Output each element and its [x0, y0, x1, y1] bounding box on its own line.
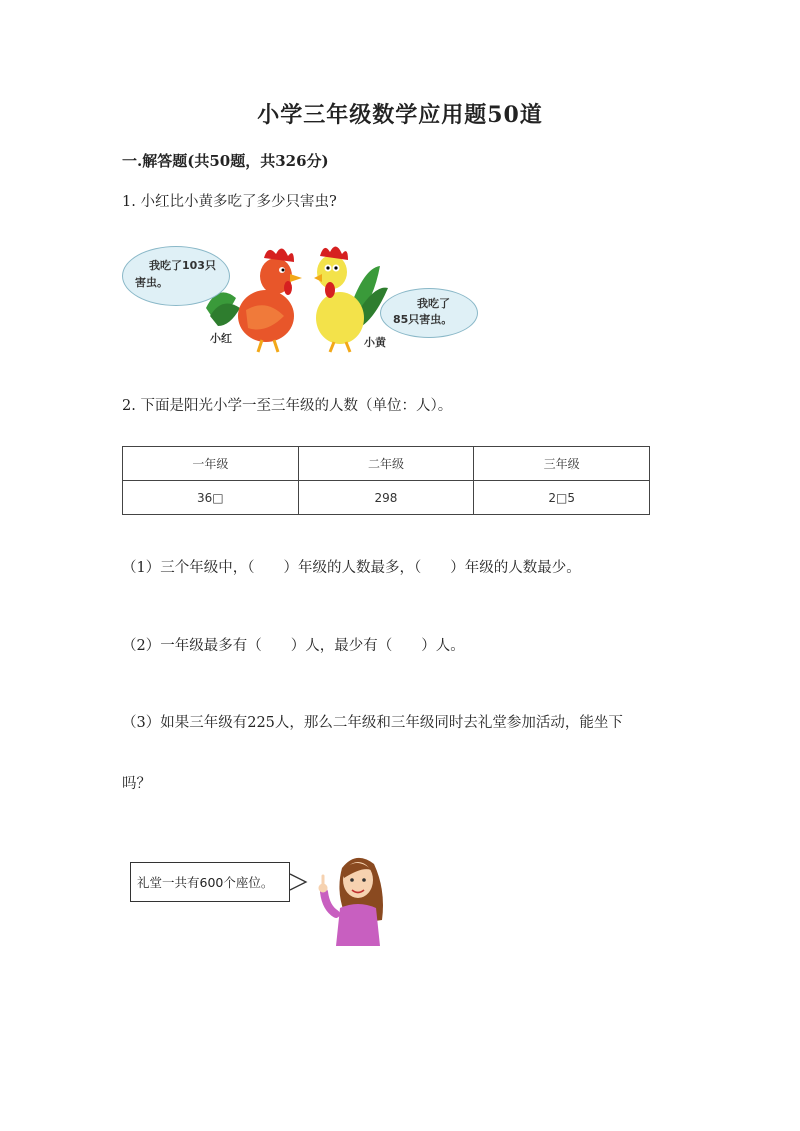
label-xiaohong: 小红	[210, 332, 232, 345]
table-header-cell: 一年级	[123, 447, 299, 481]
sub-question-3: （3）如果三年级有225人，那么二年级和三年级同时去礼堂参加活动，能坐下	[122, 715, 623, 731]
bubble-left-line-1: 我吃了103只	[149, 259, 216, 272]
table-cell: 2□5	[474, 481, 650, 515]
table-cell: 298	[298, 481, 474, 515]
question-2: 2. 下面是阳光小学一至三年级的人数（单位：人）。	[122, 398, 453, 414]
teacher-illustration	[130, 850, 400, 950]
teacher-icon	[319, 858, 384, 946]
sub-question-2: （2）一年级最多有（ ）人，最少有（ ）人。	[122, 638, 465, 654]
bubble-left-line-2: 害虫。	[135, 276, 168, 289]
table-cell: 36□	[123, 481, 299, 515]
table-header-cell: 二年级	[298, 447, 474, 481]
table-row	[123, 481, 650, 515]
grade-table	[122, 446, 650, 515]
table-header-row	[123, 447, 650, 481]
page-title: 小学三年级数学应用题50道	[257, 102, 543, 128]
sub-question-1: （1）三个年级中，（ ）年级的人数最多，（ ）年级的人数最少。	[122, 560, 581, 576]
teacher-drawing	[130, 850, 400, 950]
speech-bubble-right	[380, 288, 478, 338]
label-xiaohuang: 小黄	[364, 336, 386, 349]
bubble-right-line-2: 85只害虫。	[393, 313, 453, 326]
section-heading: 一.解答题(共50题，共326分)	[122, 152, 329, 170]
speech-pointer-icon	[290, 874, 306, 890]
speech-bubble-left	[122, 246, 230, 306]
bubble-right-line-1: 我吃了	[417, 297, 450, 310]
table-header-cell: 三年级	[474, 447, 650, 481]
question-1: 1. 小红比小黄多吃了多少只害虫?	[122, 194, 337, 210]
speech-box: 礼堂一共有600个座位。	[130, 862, 290, 902]
rooster-illustration	[118, 238, 486, 356]
sub-question-3-continued: 吗？	[122, 776, 151, 792]
